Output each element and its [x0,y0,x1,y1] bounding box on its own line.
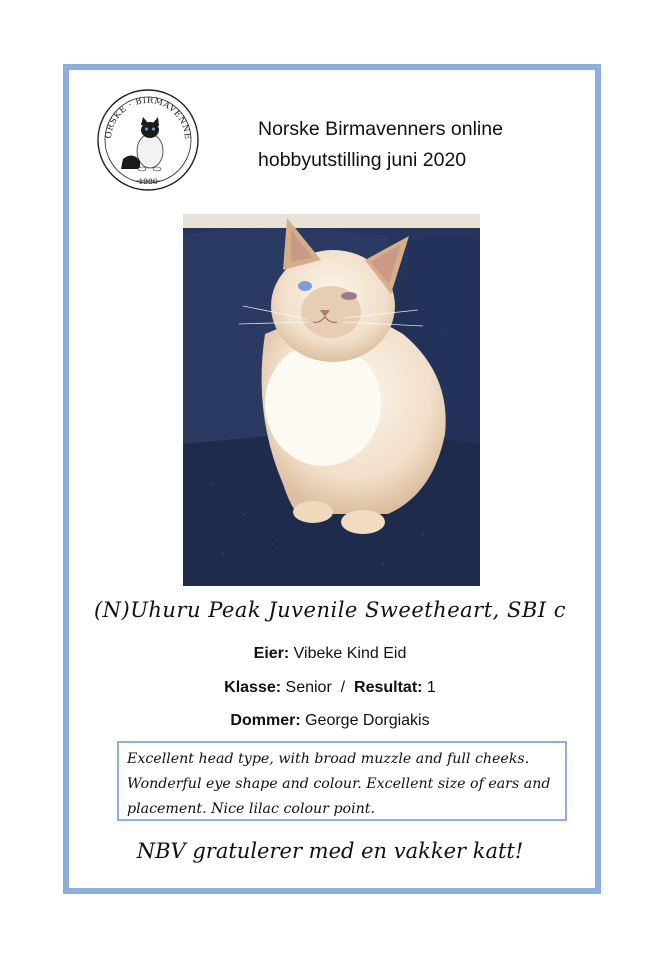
judge-line [70,712,590,730]
class-result-line [70,679,590,697]
title-line-1: Norske Birmavenners online [258,118,503,140]
judge-critique: Excellent head type, with broad muzzle and full cheeks. Wonderful eye shape and colour. Excellent size of ears and placement. Nice lilac colour point. [117,741,567,821]
result-label: Resultat: [354,679,423,696]
class-label: Klasse: [224,679,282,696]
logo-year: 1986 [138,177,158,186]
title-line-2: hobbyutstilling juni 2020 [258,149,467,171]
logo-ring-text: ORSKE · BIRMAVENNE [103,95,193,141]
closing-message: NBV gratulerer med en vakker katt! [136,839,524,863]
owner-line [70,645,590,663]
cat-photo [183,214,480,586]
judge-label: Dommer: [230,712,301,729]
result-value: 1 [426,679,436,696]
cat-name: (N)Uhuru Peak Juvenile Sweetheart, SBI c [93,598,567,622]
judge-value: George Dorgiakis [305,712,430,729]
club-logo-emblem [95,85,201,195]
owner-value: Vibeke Kind Eid [293,645,407,662]
separator: / [340,679,346,696]
club-logo [95,85,201,195]
cat-photo-icon [183,214,480,586]
class-value: Senior [285,679,332,696]
owner-label: Eier: [253,645,290,662]
page-title [258,114,578,176]
